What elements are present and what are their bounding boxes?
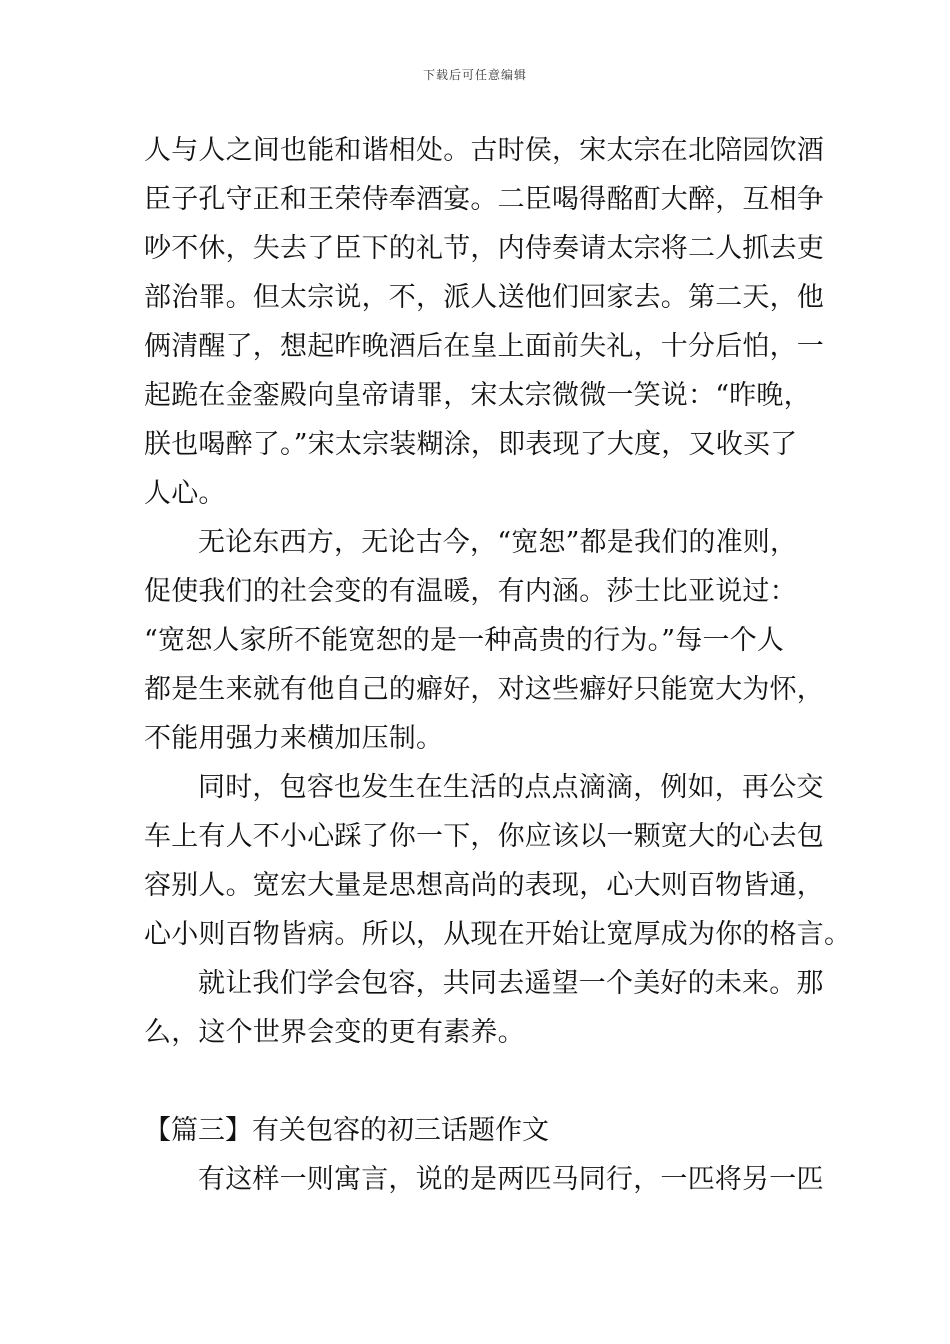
paragraph-line: 车上有人不小心踩了你一下，你应该以一颗宽大的心去包 — [144, 821, 824, 852]
paragraph-line: 不能用强力来横加压制。 — [144, 723, 444, 754]
paragraph-line: 促使我们的社会变的有温暖，有内涵。莎士比亚说过： — [144, 576, 797, 607]
paragraph-line: 朕也喝醉了。”宋太宗装糊涂，即表现了大度，又收买了 — [144, 429, 798, 460]
paragraph-line: 起跪在金銮殿向皇帝请罪，宋太宗微微一笑说：“昨晚， — [144, 380, 811, 411]
paragraph-line: 么，这个世界会变的更有素养。 — [144, 1017, 525, 1048]
paragraph-line: 心小则百物皆病。所以，从现在开始让宽厚成为你的格言。 — [144, 919, 852, 950]
paragraph-spacer — [144, 1057, 808, 1106]
paragraph-line: “宽恕人家所不能宽恕的是一种高贵的行为。”每一个人 — [144, 625, 785, 656]
paragraph-line: 俩清醒了，想起昨晚酒后在皇上面前失礼，十分后怕，一 — [144, 331, 824, 362]
paragraph-line: 无论东西方，无论古今，“宽恕”都是我们的准则， — [198, 527, 798, 558]
section-heading: 【篇三】有关包容的初三话题作文 — [144, 1115, 549, 1146]
paragraph-line: 同时，包容也发生在生活的点点滴滴，例如，再公交 — [198, 772, 824, 803]
paragraph-line: 人与人之间也能和谐相处。古时侯，宋太宗在北陪园饮酒 — [144, 135, 824, 166]
header-note: 下载后可任意编辑 — [422, 68, 527, 82]
paragraph-line: 有这样一则寓言，说的是两匹马同行，一匹将另一匹 — [198, 1164, 824, 1195]
paragraph-line: 吵不休，失去了臣下的礼节，内侍奏请太宗将二人抓去吏 — [144, 233, 824, 264]
paragraph-line: 臣子孔守正和王荣侍奉酒宴。二臣喝得酩酊大醉，互相争 — [144, 184, 824, 215]
document-body — [144, 126, 852, 1204]
paragraph-line: 容别人。宽宏大量是思想高尚的表现，心大则百物皆通， — [144, 870, 824, 901]
paragraph-line: 部治罪。但太宗说，不，派人送他们回家去。第二天，他 — [144, 282, 824, 313]
paragraph-line: 就让我们学会包容，共同去遥望一个美好的未来。那 — [198, 968, 824, 999]
paragraph-line: 人心。 — [144, 478, 226, 509]
paragraph-line: 都是生来就有他自己的癖好，对这些癖好只能宽大为怀， — [144, 674, 824, 705]
